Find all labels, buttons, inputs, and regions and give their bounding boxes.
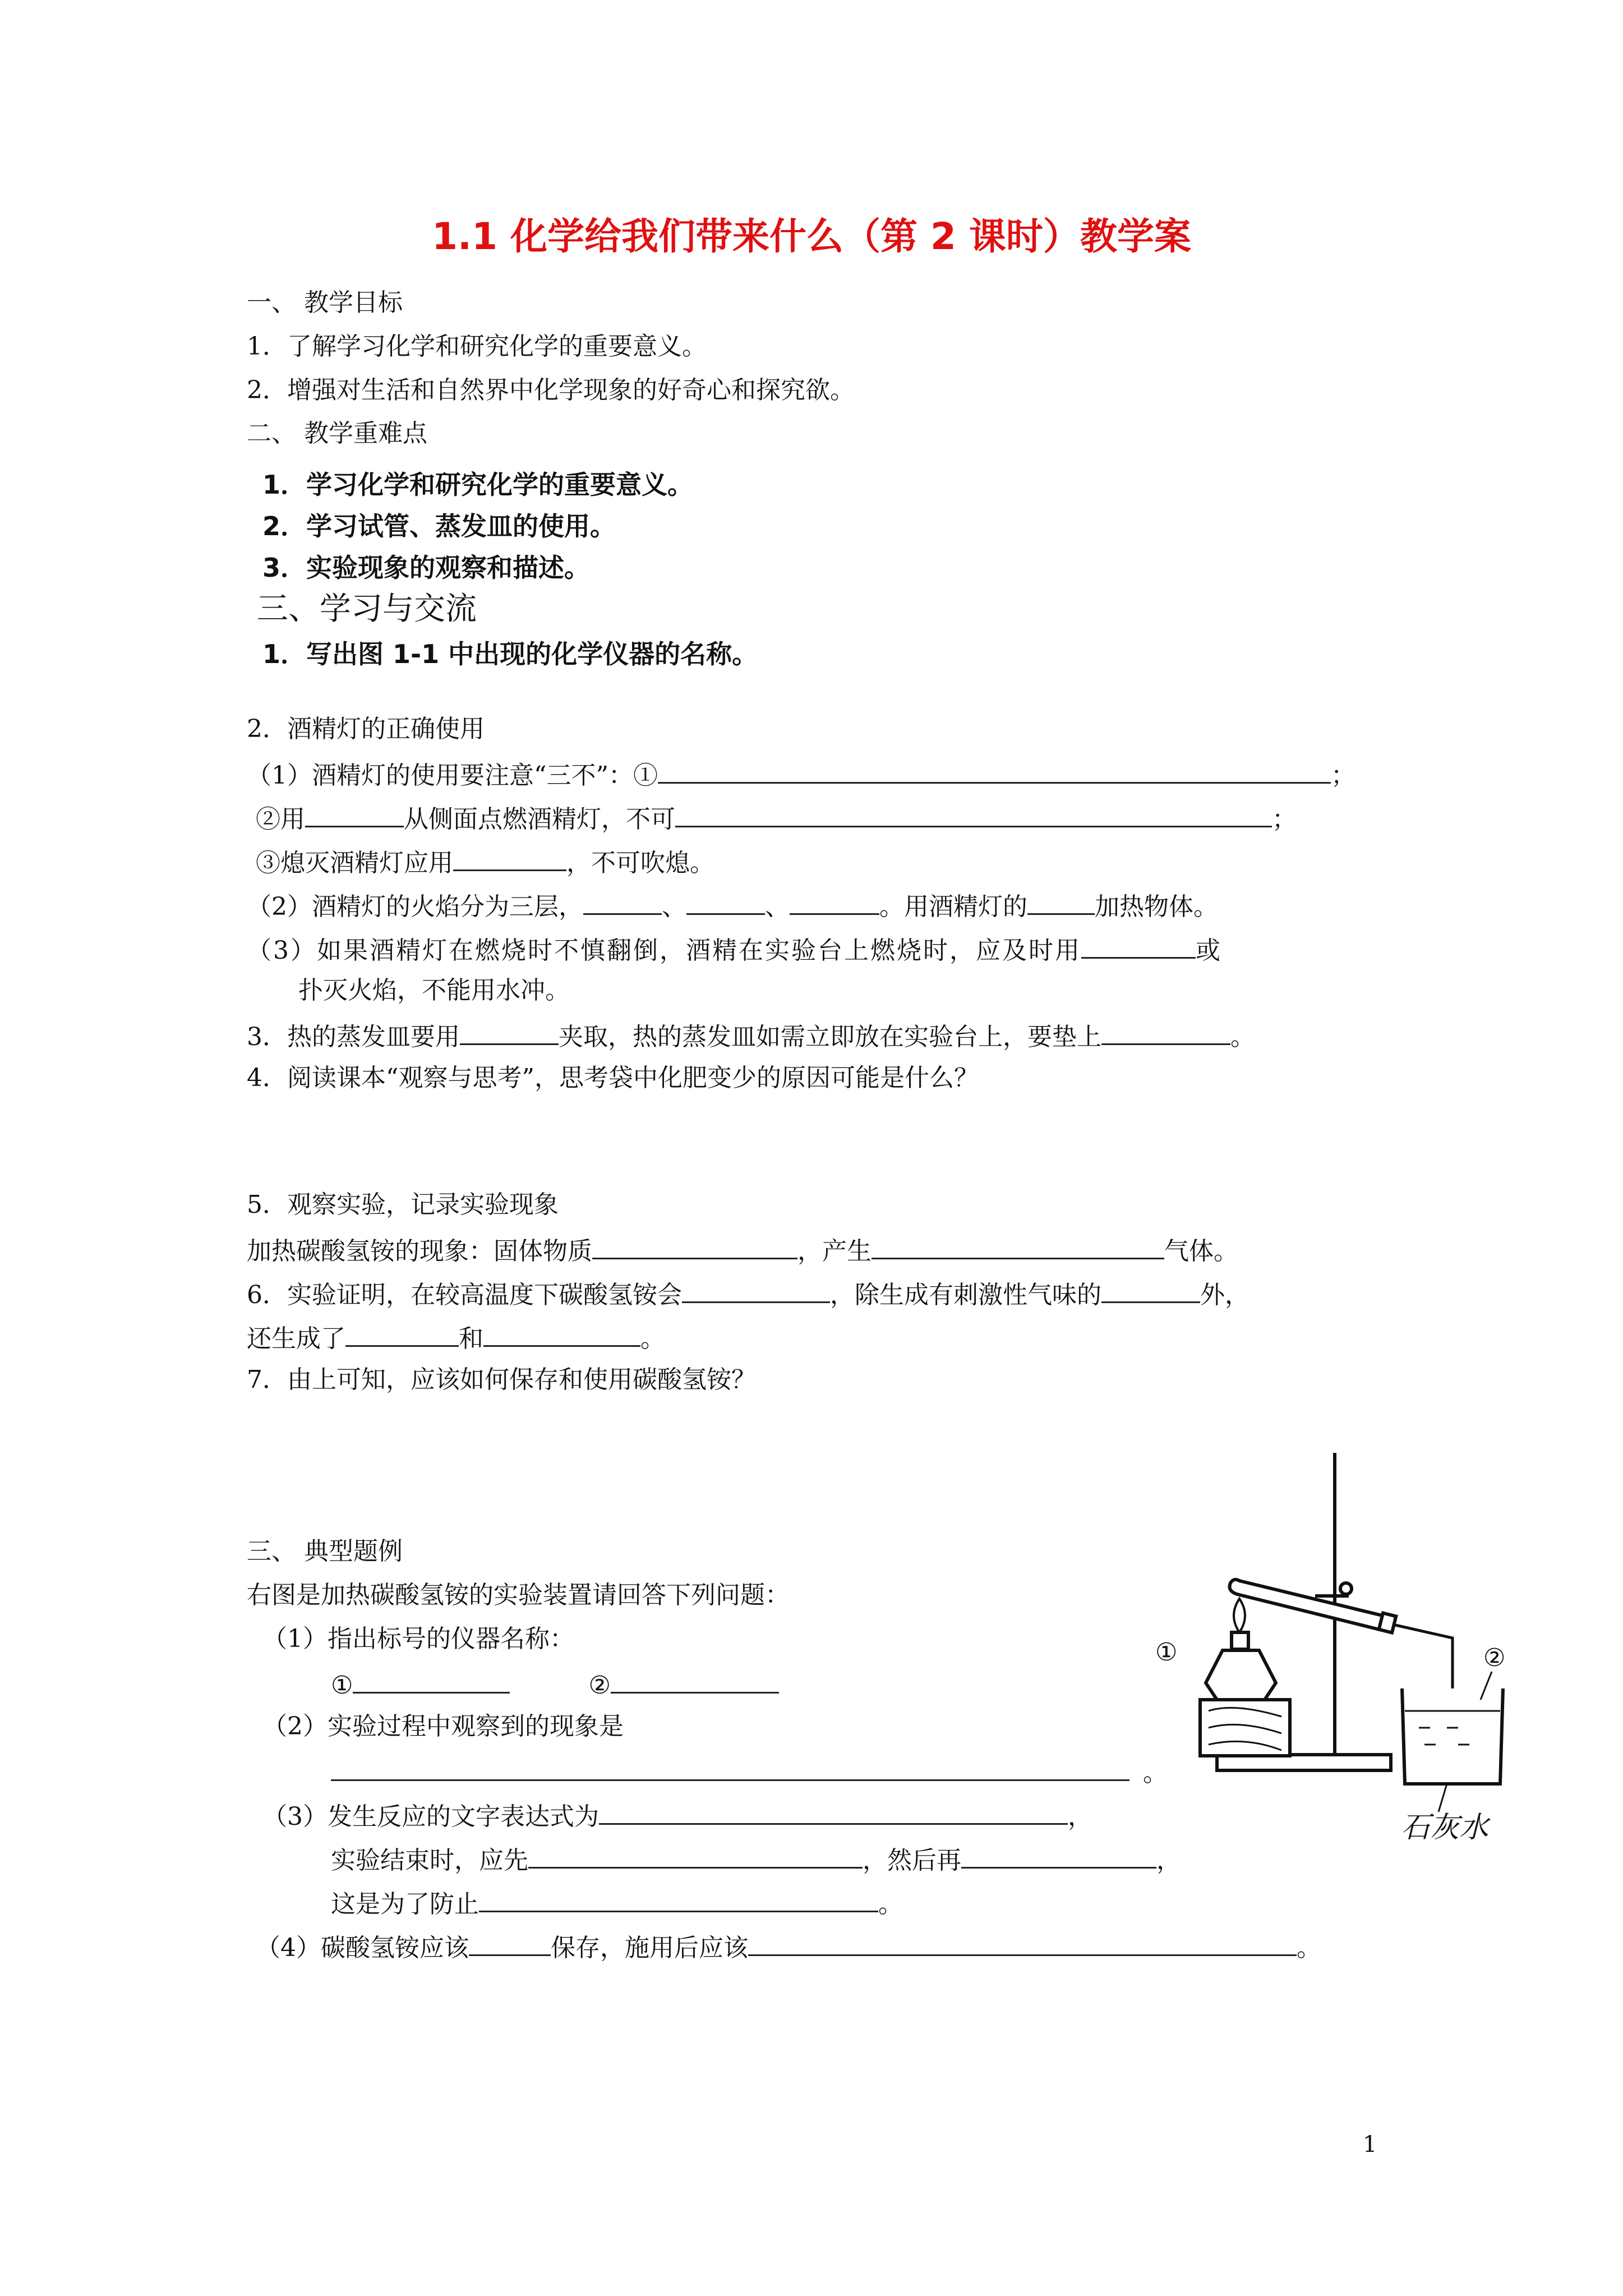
clamp-screw [1340, 1583, 1352, 1594]
text: （2）酒精灯的火焰分为三层， [247, 892, 583, 921]
text: 夹取，热的蒸发皿如需立即放在实验台上，要垫上 [559, 1023, 1101, 1051]
text: 加热物体。 [1095, 892, 1218, 921]
answer-blank[interactable] [469, 1930, 551, 1956]
text: ②用 [256, 805, 305, 834]
text: 或 [1196, 936, 1222, 965]
answer-blank[interactable] [345, 1320, 459, 1347]
answer-blank[interactable] [483, 1320, 640, 1347]
key-point-2: 2．学习试管、蒸发皿的使用。 [262, 511, 616, 541]
text: ① [331, 1671, 353, 1700]
answer-blank[interactable] [1081, 932, 1196, 959]
text: 这是为了防止 [331, 1890, 479, 1918]
text: 和 [459, 1324, 483, 1353]
question-2-answer [331, 1755, 1168, 1789]
answer-blank[interactable] [331, 1755, 1129, 1781]
answer-blank[interactable] [599, 1798, 1068, 1825]
text: 实验结束时，应先 [331, 1846, 528, 1875]
text: ，除生成有刺激性气味的 [830, 1281, 1101, 1309]
exercise-2-line-1 [247, 757, 1355, 792]
text: 。 [640, 1324, 665, 1353]
question-3-line-3 [331, 1886, 903, 1920]
exercise-2-line-2 [256, 801, 1297, 835]
answer-blank[interactable] [305, 801, 404, 827]
text: ，不可吹熄。 [566, 849, 714, 877]
exercise-1: 1．写出图 1-1 中出现的化学仪器的名称。 [262, 639, 758, 669]
answer-blank[interactable] [353, 1667, 510, 1694]
answer-blank[interactable] [460, 1019, 559, 1045]
text: ； [1272, 805, 1297, 834]
text: 保存，施用后应该 [551, 1934, 748, 1962]
answer-blank[interactable] [686, 889, 765, 915]
question-3-line-2 [331, 1842, 1181, 1876]
section-heading-objectives: 一、 教学目标 [247, 288, 403, 317]
answer-blank[interactable] [1101, 1277, 1200, 1303]
question-3 [262, 1798, 1092, 1833]
answer-blank[interactable] [790, 889, 879, 915]
exercise-2-line-3 [256, 845, 714, 879]
text: ，然后再 [863, 1846, 961, 1875]
answer-blank[interactable] [1101, 1019, 1230, 1045]
beaker [1402, 1688, 1503, 1784]
answer-blank[interactable] [675, 801, 1272, 827]
page-title: 1.1 化学给我们带来什么（第 2 课时）教学案 [432, 215, 1191, 258]
answer-blank[interactable] [658, 757, 1331, 784]
apparatus-figure [1155, 1447, 1514, 1840]
answer-blank[interactable] [961, 1842, 1156, 1869]
tube-stopper [1379, 1613, 1396, 1633]
objective-1: 1．了解学习化学和研究化学的重要意义。 [247, 332, 707, 361]
section-heading-key-points: 二、 教学重难点 [247, 419, 427, 448]
key-point-1: 1．学习化学和研究化学的重要意义。 [262, 470, 694, 500]
text: （4）碳酸氢铵应该 [256, 1934, 469, 1962]
figure-label-2: ② [1483, 1644, 1506, 1672]
page-number: 1 [1363, 2132, 1377, 2157]
exercise-6 [247, 1277, 1249, 1311]
text: 从侧面点燃酒精灯，不可 [404, 805, 675, 834]
text: 、 [765, 892, 790, 921]
objective-2: 2．增强对生活和自然界中化学现象的好奇心和探究欲。 [247, 376, 855, 404]
exercise-2-line-4 [247, 889, 1218, 923]
text: 加热碳酸氢铵的现象：固体物质 [247, 1237, 592, 1266]
answer-blank[interactable] [479, 1886, 878, 1912]
question-4 [256, 1930, 1321, 1964]
text: （1）酒精灯的使用要注意“三不”：① [247, 761, 658, 790]
text: 。 [1143, 1759, 1168, 1787]
answer-blank[interactable] [453, 845, 566, 871]
answer-blank[interactable] [872, 1233, 1164, 1259]
exercise-2-title: 2．酒精灯的正确使用 [247, 715, 485, 743]
text: ， [1068, 1802, 1092, 1831]
text: 外， [1200, 1281, 1249, 1309]
exercise-4: 4．阅读课本“观察与思考”，思考袋中化肥变少的原因可能是什么？ [247, 1064, 979, 1092]
answer-blank[interactable] [611, 1667, 779, 1694]
answer-blank[interactable] [583, 889, 662, 915]
exercise-6-line-2 [247, 1320, 665, 1355]
text: ，产生 [797, 1237, 872, 1266]
figure-caption: 石灰水 [1401, 1811, 1489, 1840]
exercise-7: 7．由上可知，应该如何保存和使用碳酸氢铵？ [247, 1365, 756, 1394]
text: ② [588, 1671, 611, 1700]
text: ， [1156, 1846, 1181, 1875]
answer-blank[interactable] [592, 1233, 797, 1259]
test-tube [1230, 1580, 1383, 1630]
text: 。 [1230, 1023, 1255, 1051]
key-point-3: 3．实验现象的观察和描述。 [262, 553, 591, 583]
answer-blank[interactable] [528, 1842, 863, 1869]
answer-blank[interactable] [748, 1930, 1297, 1956]
text: ③熄灭酒精灯应用 [256, 849, 453, 877]
exercise-3 [247, 1019, 1255, 1053]
alcohol-lamp [1206, 1650, 1276, 1700]
text: （3）如果酒精灯在燃烧时不慎翻倒，酒精在实验台上燃烧时，应及时用 [247, 936, 1081, 965]
section-heading-study: 三、学习与交流 [257, 591, 477, 627]
lamp-wick-holder [1232, 1632, 1248, 1649]
text: ； [1330, 761, 1355, 790]
text: 。 [878, 1890, 903, 1918]
exercise-5 [247, 1233, 1238, 1267]
question-intro: 右图是加热碳酸氢铵的实验装置请回答下列问题： [247, 1581, 790, 1609]
text: 。 [1297, 1934, 1321, 1962]
text: （3）发生反应的文字表达式为 [262, 1802, 599, 1831]
section-heading-examples: 三、 典型题例 [247, 1537, 403, 1566]
text: 。用酒精灯的 [879, 892, 1027, 921]
question-2: （2）实验过程中观察到的现象是 [262, 1712, 624, 1741]
figure-label-1: ① [1155, 1638, 1178, 1667]
answer-blank[interactable] [1027, 889, 1095, 915]
answer-blank[interactable] [682, 1277, 830, 1303]
text: 6．实验证明，在较高温度下碳酸氢铵会 [247, 1281, 682, 1309]
exercise-2-line-6: 扑灭火焰，不能用水冲。 [298, 976, 570, 1005]
text: 气体。 [1164, 1237, 1238, 1266]
question-1-answers [331, 1667, 779, 1701]
text: 3．热的蒸发皿要用 [247, 1023, 460, 1051]
text: 、 [662, 892, 686, 921]
exercise-2-line-5 [247, 932, 1222, 967]
text: 还生成了 [247, 1324, 345, 1353]
flame [1234, 1599, 1245, 1632]
exercise-5-title: 5．观察实验，记录实验现象 [247, 1190, 559, 1219]
question-1: （1）指出标号的仪器名称： [262, 1625, 574, 1653]
